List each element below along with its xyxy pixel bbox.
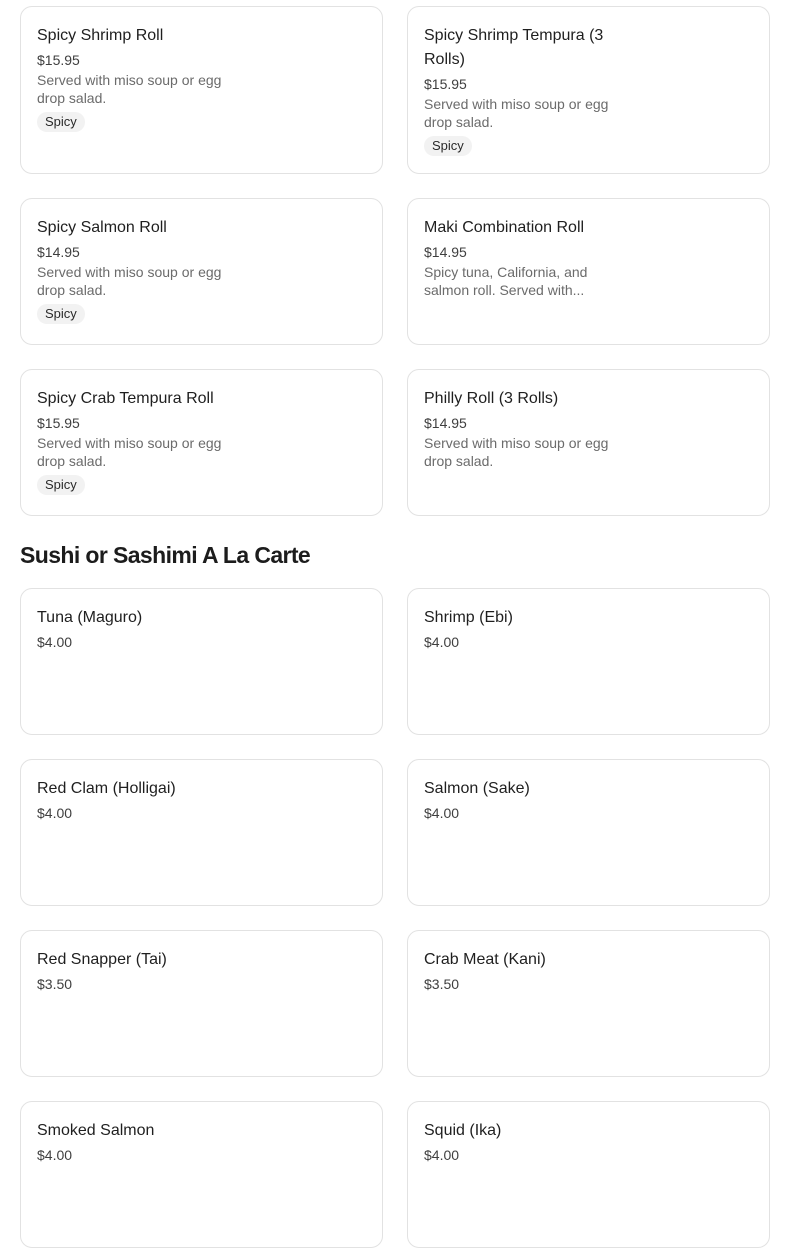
menu-item-card[interactable]	[407, 6, 770, 174]
item-name: Squid (Ika)	[424, 1122, 502, 1139]
menu-item-card[interactable]	[20, 6, 383, 174]
item-name: Red Clam (Holligai)	[37, 780, 176, 797]
item-name: Maki Combination Roll	[424, 219, 585, 236]
item-name: Salmon (Sake)	[424, 780, 530, 797]
item-price: $15.95	[37, 415, 80, 431]
item-price: $4.00	[37, 1147, 73, 1163]
menu-item-card[interactable]	[407, 369, 770, 516]
item-price: $14.95	[424, 244, 467, 260]
item-price: $3.50	[424, 976, 460, 992]
item-price: $4.00	[37, 634, 73, 650]
spicy-badge: Spicy	[37, 304, 85, 324]
item-description: Served with miso soup or egg drop salad.	[37, 435, 222, 469]
item-description: Spicy tuna, California, and salmon roll. Served with...	[424, 264, 588, 298]
item-price: $4.00	[37, 805, 73, 821]
item-price: $14.95	[37, 244, 80, 260]
menu-item-card[interactable]	[20, 930, 383, 1077]
item-price: $4.00	[424, 634, 460, 650]
menu-item-card[interactable]	[20, 198, 383, 345]
item-price: $14.95	[424, 415, 467, 431]
item-description: Served with miso soup or egg drop salad.	[37, 72, 222, 106]
section-title: Sushi or Sashimi A La Carte	[20, 542, 311, 568]
item-description: Served with miso soup or egg drop salad.	[424, 435, 609, 469]
menu-item-card[interactable]	[407, 1101, 770, 1248]
item-name: Spicy Shrimp Tempura (3 Rolls)	[424, 27, 604, 68]
menu-item-card[interactable]	[20, 588, 383, 735]
rolls-grid	[20, 6, 770, 516]
spicy-badge: Spicy	[37, 475, 85, 495]
item-price: $15.95	[424, 76, 467, 92]
item-name: Red Snapper (Tai)	[37, 951, 167, 968]
menu-item-card[interactable]	[407, 198, 770, 345]
menu-item-card[interactable]	[407, 588, 770, 735]
item-name: Philly Roll (3 Rolls)	[424, 390, 559, 407]
item-description: Served with miso soup or egg drop salad.	[424, 96, 609, 130]
item-name: Spicy Crab Tempura Roll	[37, 390, 214, 407]
item-name: Tuna (Maguro)	[37, 609, 143, 626]
menu-item-card[interactable]	[20, 369, 383, 516]
spicy-badge: Spicy	[37, 112, 85, 132]
spicy-badge: Spicy	[424, 136, 472, 156]
item-price: $4.00	[424, 1147, 460, 1163]
menu-item-card[interactable]	[20, 1101, 383, 1248]
item-name: Shrimp (Ebi)	[424, 609, 513, 626]
item-name: Spicy Salmon Roll	[37, 219, 167, 236]
item-price: $15.95	[37, 52, 80, 68]
item-name: Smoked Salmon	[37, 1122, 155, 1139]
item-description: Served with miso soup or egg drop salad.	[37, 264, 222, 298]
menu-item-card[interactable]	[407, 930, 770, 1077]
sushi-grid	[20, 588, 770, 1248]
menu-item-card[interactable]	[20, 759, 383, 906]
item-name: Crab Meat (Kani)	[424, 951, 546, 968]
item-price: $3.50	[37, 976, 73, 992]
item-price: $4.00	[424, 805, 460, 821]
item-name: Spicy Shrimp Roll	[37, 27, 164, 44]
menu-item-card[interactable]	[407, 759, 770, 906]
